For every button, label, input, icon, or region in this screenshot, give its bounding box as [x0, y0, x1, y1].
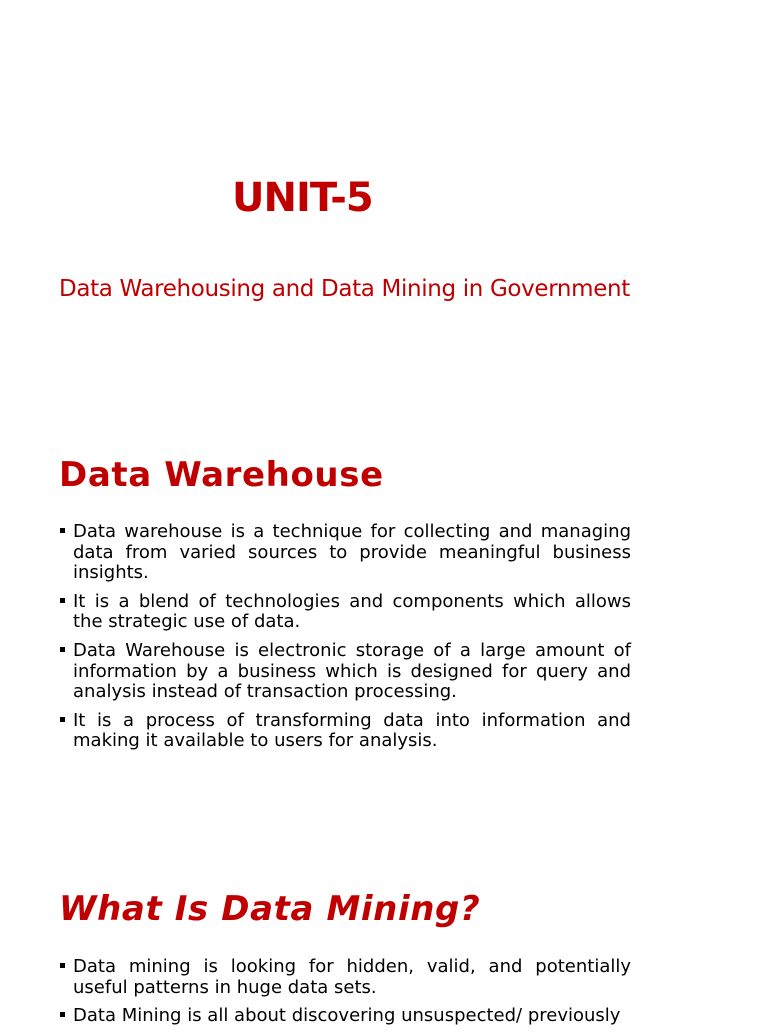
data-warehouse-title: Data Warehouse [59, 455, 384, 495]
data-mining-bullet-list [59, 957, 631, 1035]
list-item [59, 522, 631, 584]
list-item [59, 592, 631, 633]
bullet-icon [60, 647, 65, 652]
unit-subtitle: Data Warehousing and Data Mining in Government [59, 276, 630, 302]
bullet-icon [60, 598, 65, 603]
bullet-text: It is a blend of technologies and components which allows the strategic use of data. [73, 590, 631, 633]
data-mining-title: What Is Data Mining? [59, 889, 481, 929]
bullet-text: Data mining is looking for hidden, valid, and potentially useful patterns in huge data sets. [73, 956, 631, 998]
list-item [59, 711, 631, 752]
bullet-text: It is a process of transforming data into information and making it available to users for analysis. [73, 709, 631, 752]
bullet-icon [60, 717, 65, 722]
list-item [59, 957, 631, 998]
bullet-icon [60, 1012, 65, 1017]
bullet-text: Data warehouse is a technique for collecting and managing data from varied sources to provide meaningful business insights. [73, 521, 631, 584]
bullet-text: Data Warehouse is electronic storage of a large amount of information by a business which is designed for query and analysis instead of transaction processing. [73, 639, 631, 703]
list-item [59, 641, 631, 703]
data-warehouse-bullet-list [59, 522, 631, 760]
bullet-text: Data Mining is all about discovering unsuspected/ previously [73, 1005, 621, 1027]
bullet-icon [60, 963, 65, 968]
unit-title: UNIT-5 [232, 175, 373, 221]
bullet-icon [60, 528, 65, 533]
